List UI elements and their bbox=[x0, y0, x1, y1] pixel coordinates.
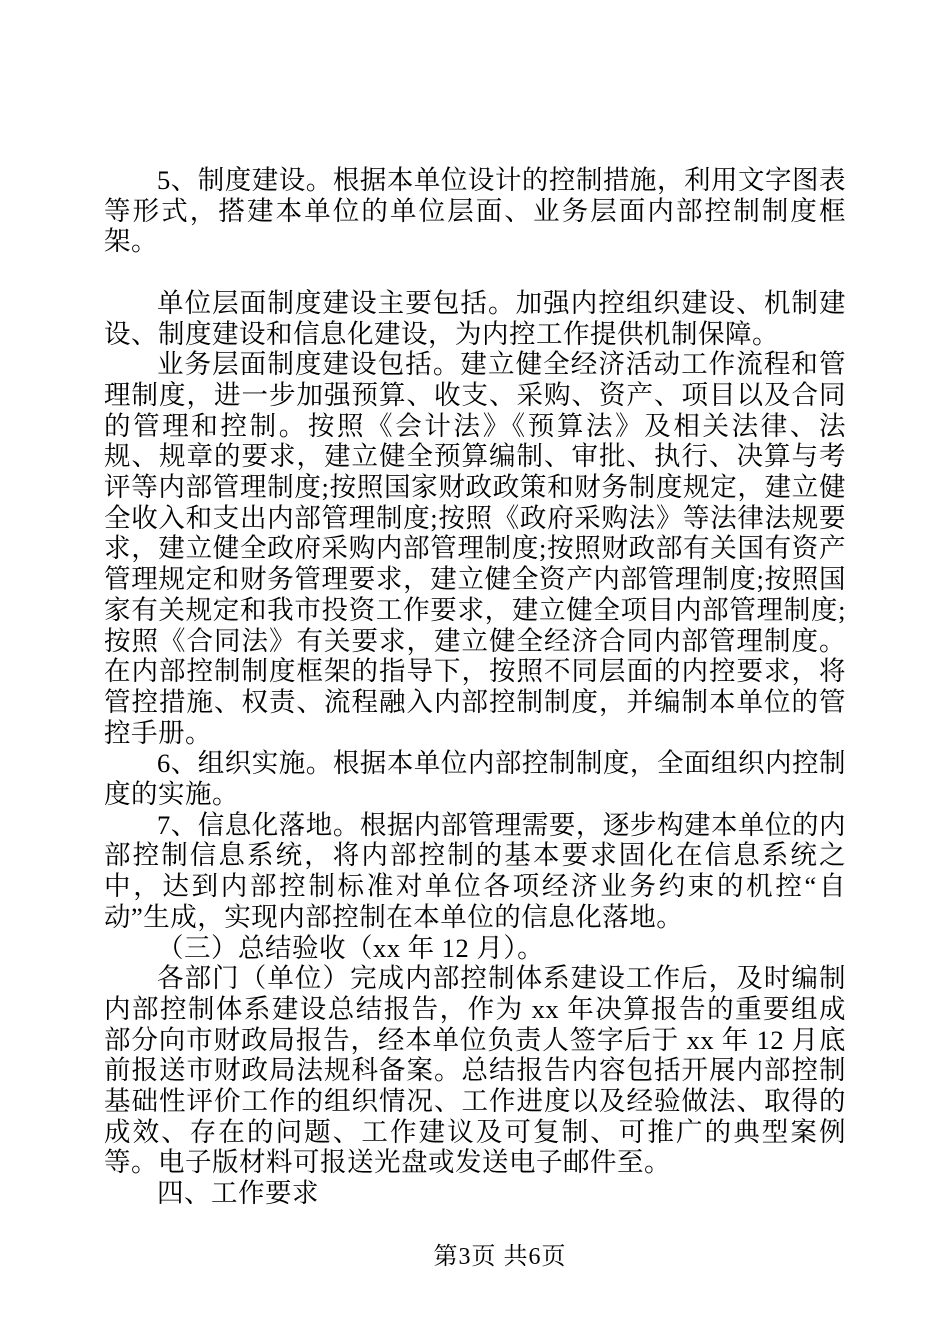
paragraph-7-xinxihua-luodi: 7、信息化落地。根据内部管理需要，逐步构建本单位的内部控制信息系统，将内部控制的基本要求固化在信息系统之中，达到内部控制标准对单位各项经济业务约束的机控“自动”生成，实现内部控制在本单位的信息化落地。 bbox=[104, 809, 846, 932]
paragraph-4-gongzuo-yaoqiu-heading: 四、工作要求 bbox=[157, 1178, 319, 1209]
paragraph-6-zuzhi-shishi: 6、组织实施。根据本单位内部控制制度，全面组织内控制度的实施。 bbox=[104, 748, 846, 810]
document-body bbox=[104, 165, 846, 1209]
paragraph-gebumen-baogao: 各部门（单位）完成内部控制体系建设工作后，及时编制内部控制体系建设总结报告，作为 xx 年决算报告的重要组成部分向市财政局报告，经本单位负责人签字后于 xx 年 12 月底前报送市财政局法规科备案。总结报告内容包括开展内部控制基础性评价工作的组织情况、工作进度以及经验做法、取得的成效、存在的问题、工作建议及可复制、可推广的典型案例等。电子版材料可报送光盘或发送电子邮件至。 bbox=[104, 963, 846, 1178]
paragraph-yewu-cengmian: 业务层面制度建设包括。建立健全经济活动工作流程和管理制度，进一步加强预算、收支、采购、资产、项目以及合同的管理和控制。按照《会计法》《预算法》及相关法律、法规、规章的要求，建立健全预算编制、审批、执行、决算与考评等内部管理制度;按照国家财政政策和财务制度规定，建立健全收入和支出内部管理制度;按照《政府采购法》等法律法规要求，建立健全政府采购内部管理制度;按照财政部有关国有资产管理规定和财务管理要求，建立健全资产内部管理制度;按照国家有关规定和我市投资工作要求，建立健全项目内部管理制度;按照《合同法》有关要求，建立健全经济合同内部管理制度。在内部控制制度框架的指导下，按照不同层面的内控要求，将管控措施、权责、流程融入内部控制制度，并编制本单位的管控手册。 bbox=[104, 349, 846, 748]
paragraph-danwei-cengmian: 单位层面制度建设主要包括。加强内控组织建设、机制建设、制度建设和信息化建设，为内控工作提供机制保障。 bbox=[104, 287, 846, 349]
paragraph-5-zhidu-jianshe: 5、制度建设。根据本单位设计的控制措施，利用文字图表等形式，搭建本单位的单位层面、业务层面内部控制制度框架。 bbox=[104, 165, 846, 257]
page-number-footer: 第3页 共6页 bbox=[433, 1244, 567, 1270]
paragraph-zongjie-yanshou-heading: （三）总结验收（xx 年 12 月）。 bbox=[157, 932, 545, 963]
